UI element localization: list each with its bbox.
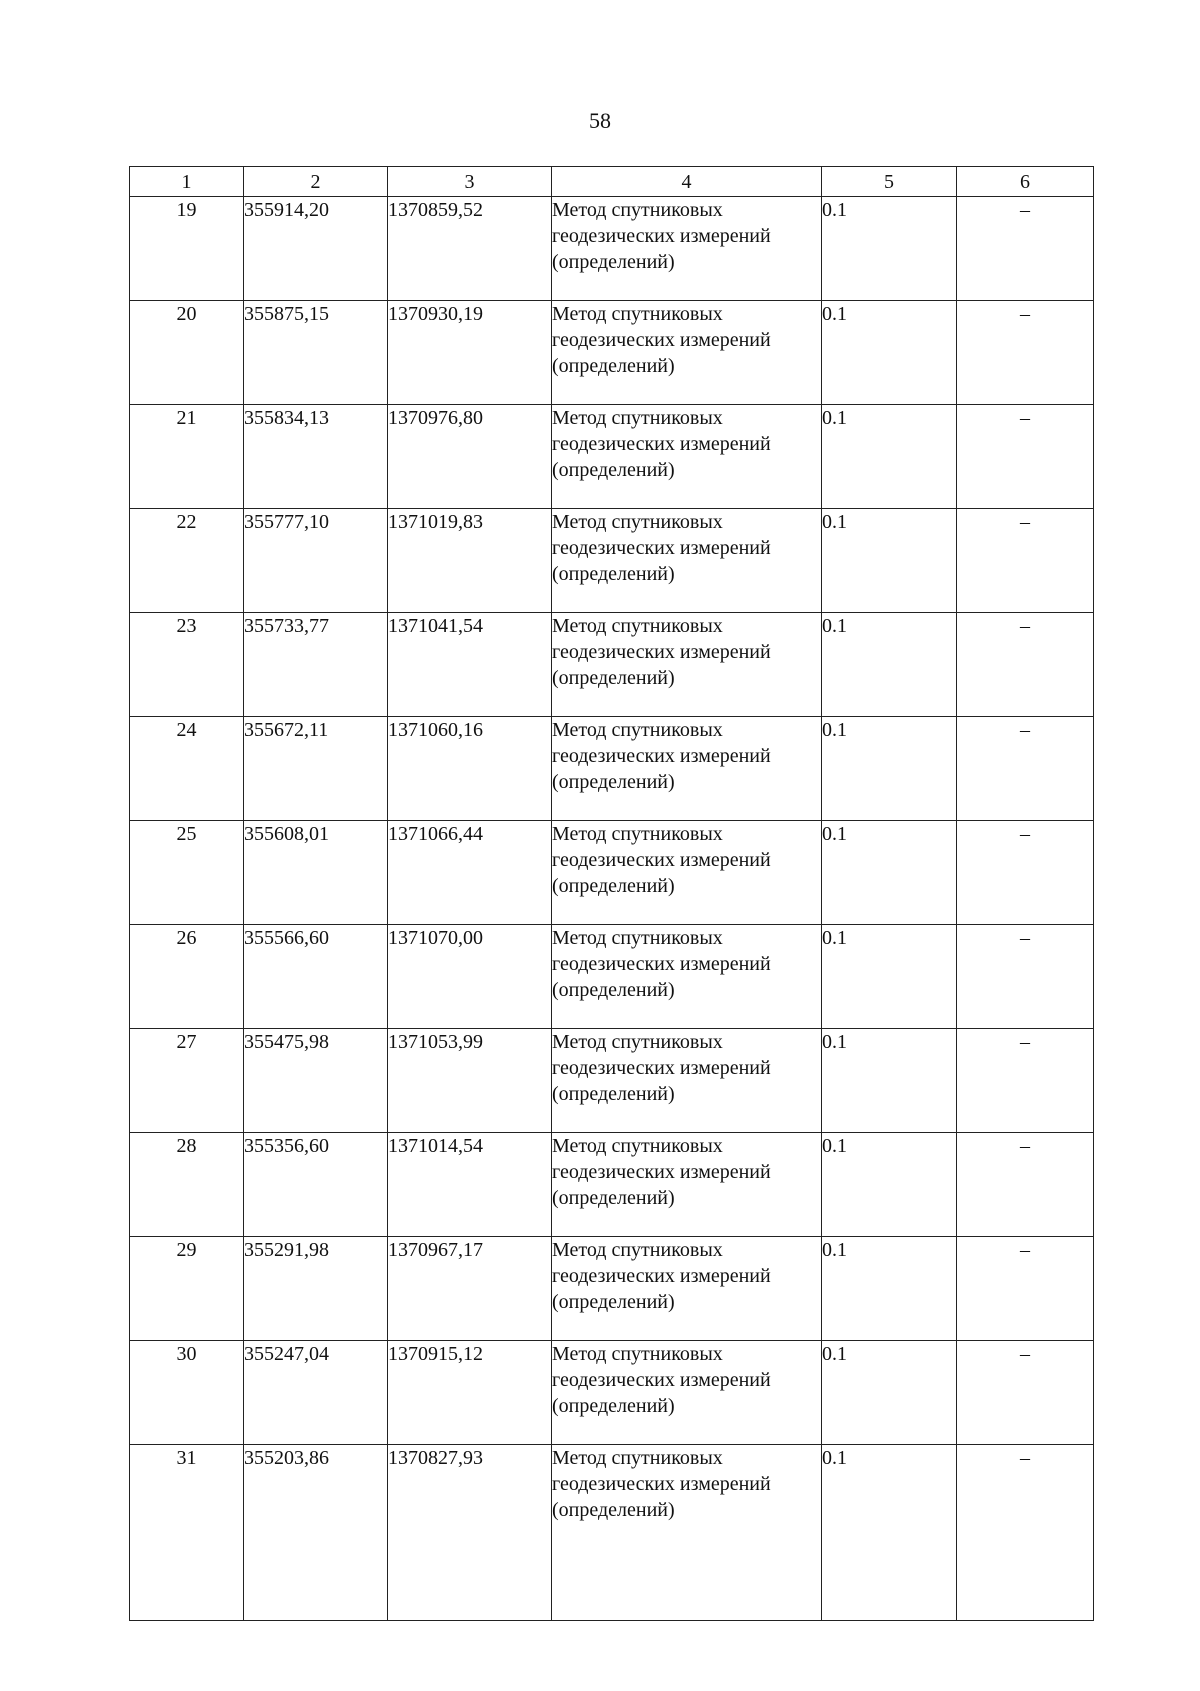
- method-cell: Метод спутниковых геодезических измерений (определений): [552, 405, 822, 509]
- accuracy-cell: 0.1: [822, 613, 957, 717]
- method-cell: Метод спутниковых геодезических измерений (определений): [552, 301, 822, 405]
- coord-y: 1370915,12: [388, 1341, 552, 1445]
- table-row: [130, 197, 1094, 301]
- coord-y: 1371053,99: [388, 1029, 552, 1133]
- accuracy-cell: 0.1: [822, 197, 957, 301]
- note-cell: –: [957, 1029, 1094, 1133]
- accuracy-cell: 0.1: [822, 1029, 957, 1133]
- point-number: 27: [130, 1029, 244, 1133]
- coord-x: 355203,86: [244, 1445, 388, 1621]
- coord-x: 355672,11: [244, 717, 388, 821]
- header-col-2: 2: [244, 167, 388, 197]
- table-row: [130, 613, 1094, 717]
- accuracy-cell: 0.1: [822, 509, 957, 613]
- point-number: 21: [130, 405, 244, 509]
- coord-x: 355356,60: [244, 1133, 388, 1237]
- table-row: [130, 717, 1094, 821]
- coord-x: 355875,15: [244, 301, 388, 405]
- coord-y: 1370827,93: [388, 1445, 552, 1621]
- accuracy-cell: 0.1: [822, 301, 957, 405]
- table-row: [130, 1133, 1094, 1237]
- coord-y: 1370859,52: [388, 197, 552, 301]
- method-cell: Метод спутниковых геодезических измерений (определений): [552, 1341, 822, 1445]
- method-cell: Метод спутниковых геодезических измерений (определений): [552, 1133, 822, 1237]
- point-number: 29: [130, 1237, 244, 1341]
- coord-x: 355566,60: [244, 925, 388, 1029]
- coord-x: 355291,98: [244, 1237, 388, 1341]
- table-row: [130, 509, 1094, 613]
- coord-x: 355475,98: [244, 1029, 388, 1133]
- point-number: 23: [130, 613, 244, 717]
- note-cell: –: [957, 1445, 1094, 1621]
- accuracy-cell: 0.1: [822, 405, 957, 509]
- table-row: [130, 925, 1094, 1029]
- point-number: 31: [130, 1445, 244, 1621]
- point-number: 25: [130, 821, 244, 925]
- coord-x: 355247,04: [244, 1341, 388, 1445]
- header-col-5: 5: [822, 167, 957, 197]
- note-cell: –: [957, 925, 1094, 1029]
- point-number: 19: [130, 197, 244, 301]
- accuracy-cell: 0.1: [822, 1133, 957, 1237]
- accuracy-cell: 0.1: [822, 1237, 957, 1341]
- coord-x: 355834,13: [244, 405, 388, 509]
- coord-y: 1370976,80: [388, 405, 552, 509]
- method-cell: Метод спутниковых геодезических измерений (определений): [552, 613, 822, 717]
- coord-y: 1371014,54: [388, 1133, 552, 1237]
- note-cell: –: [957, 613, 1094, 717]
- table-row: [130, 1445, 1094, 1621]
- accuracy-cell: 0.1: [822, 925, 957, 1029]
- coord-y: 1370930,19: [388, 301, 552, 405]
- header-col-6: 6: [957, 167, 1094, 197]
- header-col-1: 1: [130, 167, 244, 197]
- note-cell: –: [957, 821, 1094, 925]
- coord-x: 355777,10: [244, 509, 388, 613]
- note-cell: –: [957, 1237, 1094, 1341]
- table-row: [130, 1029, 1094, 1133]
- coord-x: 355608,01: [244, 821, 388, 925]
- coord-y: 1371041,54: [388, 613, 552, 717]
- table-header-row: [130, 167, 1094, 197]
- method-cell: Метод спутниковых геодезических измерений (определений): [552, 821, 822, 925]
- note-cell: –: [957, 509, 1094, 613]
- accuracy-cell: 0.1: [822, 821, 957, 925]
- note-cell: –: [957, 197, 1094, 301]
- method-cell: Метод спутниковых геодезических измерений (определений): [552, 197, 822, 301]
- method-cell: Метод спутниковых геодезических измерений (определений): [552, 1445, 822, 1621]
- point-number: 20: [130, 301, 244, 405]
- coord-y: 1371066,44: [388, 821, 552, 925]
- point-number: 24: [130, 717, 244, 821]
- coord-x: 355914,20: [244, 197, 388, 301]
- point-number: 28: [130, 1133, 244, 1237]
- accuracy-cell: 0.1: [822, 717, 957, 821]
- note-cell: –: [957, 717, 1094, 821]
- table-row: [130, 1237, 1094, 1341]
- coord-x: 355733,77: [244, 613, 388, 717]
- note-cell: –: [957, 1133, 1094, 1237]
- table-row: [130, 1341, 1094, 1445]
- coordinates-table: [129, 166, 1094, 1621]
- page-number: 58: [589, 108, 611, 133]
- note-cell: –: [957, 1341, 1094, 1445]
- note-cell: –: [957, 405, 1094, 509]
- point-number: 22: [130, 509, 244, 613]
- method-cell: Метод спутниковых геодезических измерений (определений): [552, 925, 822, 1029]
- note-cell: –: [957, 301, 1094, 405]
- point-number: 26: [130, 925, 244, 1029]
- table-row: [130, 405, 1094, 509]
- coord-y: 1371070,00: [388, 925, 552, 1029]
- accuracy-cell: 0.1: [822, 1445, 957, 1621]
- coord-y: 1370967,17: [388, 1237, 552, 1341]
- table-row: [130, 301, 1094, 405]
- method-cell: Метод спутниковых геодезических измерений (определений): [552, 1237, 822, 1341]
- table-row: [130, 821, 1094, 925]
- method-cell: Метод спутниковых геодезических измерений (определений): [552, 509, 822, 613]
- coord-y: 1371019,83: [388, 509, 552, 613]
- coord-y: 1371060,16: [388, 717, 552, 821]
- header-col-4: 4: [552, 167, 822, 197]
- accuracy-cell: 0.1: [822, 1341, 957, 1445]
- method-cell: Метод спутниковых геодезических измерений (определений): [552, 1029, 822, 1133]
- method-cell: Метод спутниковых геодезических измерений (определений): [552, 717, 822, 821]
- point-number: 30: [130, 1341, 244, 1445]
- header-col-3: 3: [388, 167, 552, 197]
